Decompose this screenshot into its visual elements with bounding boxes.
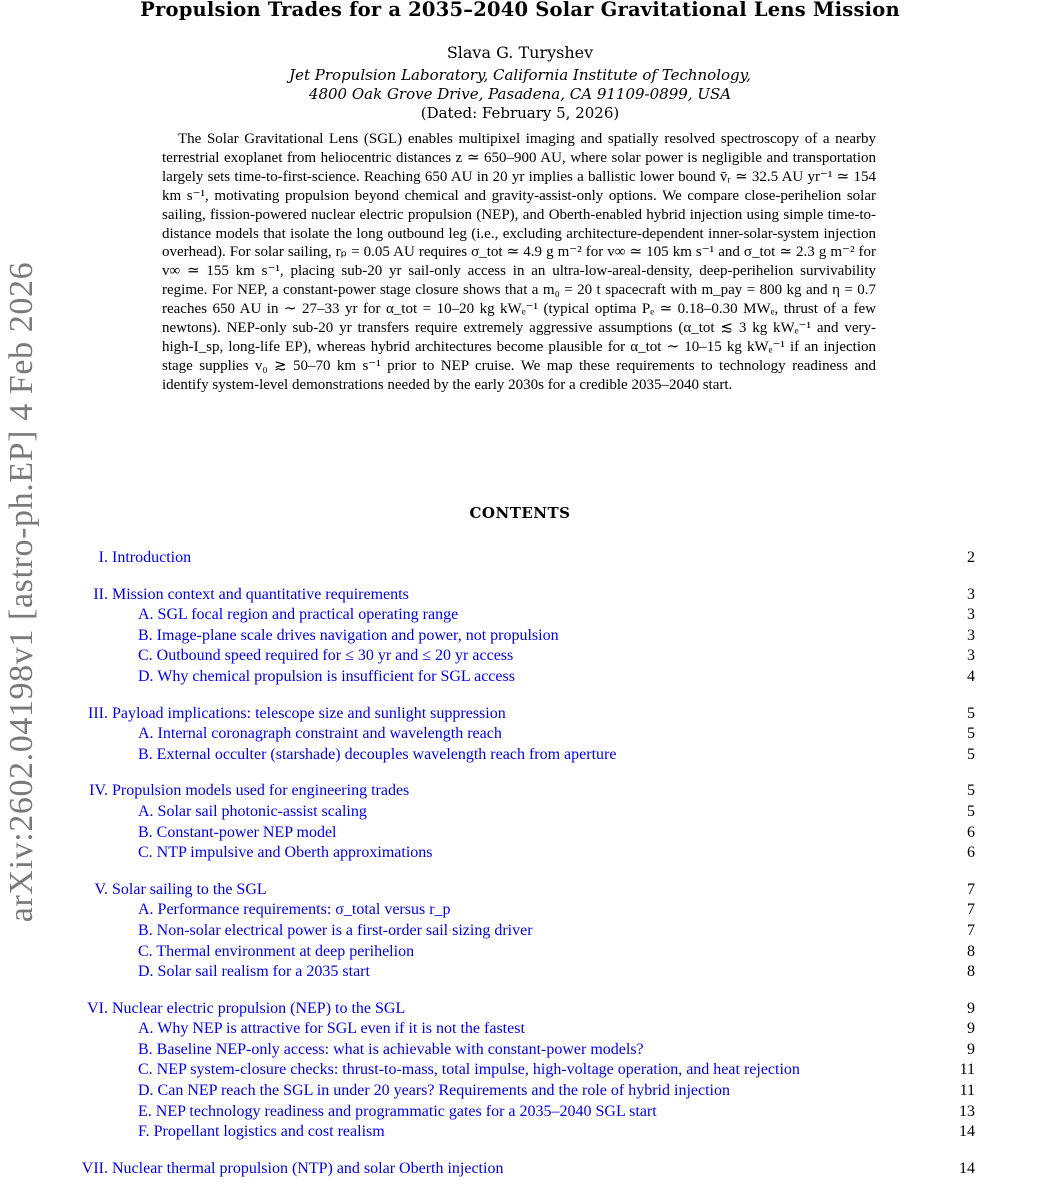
toc-page-number: 4 [967, 667, 975, 685]
arxiv-identifier: arXiv:2602.04198v1 [astro-ph.EP] 4 Feb 2026 [3, 261, 40, 923]
toc-subsection-entry[interactable] [70, 942, 975, 963]
toc-page-number: 7 [967, 921, 975, 939]
toc-page-number: 3 [967, 606, 975, 624]
toc-subsection-entry[interactable] [70, 962, 975, 983]
toc-section [70, 781, 975, 863]
toc-page-number: 3 [967, 585, 975, 603]
toc-section-number[interactable]: III. [88, 704, 108, 722]
toc-page-number: 2 [967, 549, 975, 566]
toc-section [70, 999, 975, 1143]
toc-section [70, 1159, 975, 1180]
toc-page-number: 11 [959, 1061, 975, 1079]
contents-heading: CONTENTS [469, 504, 571, 522]
toc-page-number: 11 [959, 1082, 975, 1100]
toc-subsection-link[interactable]: A. SGL focal region and practical operating range [138, 606, 459, 624]
toc-subsection-link[interactable]: E. NEP technology readiness and programmatic gates for a 2035–2040 SGL start [138, 1102, 657, 1120]
toc-section-number[interactable]: VII. [81, 1159, 108, 1177]
toc-section [70, 880, 975, 983]
toc-section-number[interactable]: V. [94, 880, 108, 898]
toc-section-entry[interactable] [70, 880, 975, 901]
toc-section-entry[interactable] [70, 548, 975, 569]
abstract-text: The Solar Gravitational Lens (SGL) enables multipixel imaging and spatially resolved spectroscopy of a nearby terrestrial exoplanet from heliocentric distances z ≃ 650–900 AU, where solar power is negligible and transportation largely sets time-to-first-science. Reaching 650 AU in 20 yr implies a ballistic lower bound v̄ᵣ ≃ 32.5 AU yr⁻¹ ≃ 154 km s⁻¹, motivating propulsion beyond chemical and gravity-assist-only options. We compare close-perihelion solar sailing, fission-powered nuclear electric propulsion (NEP), and Oberth-enabled hybrid injection using simple time-to-distance models that isolate the long outbound leg (i.e., excluding architecture-dependent inner-solar-system injection overhead). For solar sailing, rₚ = 0.05 AU requires σ_tot ≃ 4.9 g m⁻² for v∞ ≃ 105 km s⁻¹ and σ_tot ≃ 2.3 g m⁻² for v∞ ≃ 155 km s⁻¹, placing sub-20 yr sail-only access in an ultra-low-areal-density, deep-perihelion survivability regime. For NEP, a constant-power stage closure shows that a m₀ = 20 t spacecraft with m_pay = 800 kg and η = 0.7 reaches 650 AU in ∼ 27–33 yr for α_tot = 10–20 kg kWₑ⁻¹ (typical optima Pₑ ≃ 0.18–0.30 MWₑ, thrust of a few newtons). NEP-only sub-20 yr transfers require extremely aggressive assumptions (α_tot ≲ 3 kg kWₑ⁻¹ and very-high-I_sp, long-life EP), whereas hybrid architectures become plausible for α_tot ∼ 10–15 kg kWₑ⁻¹ if an injection stage supplies v₀ ≳ 50–70 km s⁻¹ prior to NEP cruise. We map these requirements to technology readiness and identify system-level demonstrations needed by the early 2030s for a credible 2035–2040 start. [162, 131, 876, 393]
toc-section-link[interactable]: Solar sailing to the SGL [112, 880, 267, 898]
toc-subsection-entry[interactable] [70, 1081, 975, 1102]
toc-subsection-entry[interactable] [70, 921, 975, 942]
toc-page-number: 5 [967, 782, 975, 800]
toc-subsection-link[interactable]: B. Non-solar electrical power is a first-order sail sizing driver [138, 921, 533, 939]
toc-page-number: 3 [967, 647, 975, 665]
toc-page-number: 9 [967, 999, 975, 1017]
toc-section-number[interactable]: I. [98, 549, 108, 566]
toc-subsection-entry[interactable] [70, 1019, 975, 1040]
toc-page-number: 9 [967, 1040, 975, 1058]
toc-section-link[interactable]: Mission context and quantitative requirements [112, 585, 409, 603]
toc-page-number: 5 [967, 704, 975, 722]
author-name: Slava G. Turyshev [446, 43, 594, 62]
toc-subsection-entry[interactable] [70, 745, 975, 766]
toc-subsection-link[interactable]: A. Internal coronagraph constraint and wavelength reach [138, 725, 502, 743]
toc-section [70, 548, 975, 569]
toc-subsection-entry[interactable] [70, 900, 975, 921]
arxiv-sidebar [0, 0, 40, 1200]
toc-section [70, 585, 975, 688]
affiliation-line-2: 4800 Oak Grove Drive, Pasadena, CA 91109-0899, USA [308, 85, 732, 103]
toc-section-entry[interactable] [70, 585, 975, 606]
toc-subsection-entry[interactable] [70, 626, 975, 647]
toc-subsection-link[interactable]: A. Why NEP is attractive for SGL even if it is not the fastest [138, 1020, 525, 1038]
toc-subsection-entry[interactable] [70, 667, 975, 688]
toc-page-number: 8 [967, 963, 975, 981]
toc-section-number[interactable]: VI. [87, 999, 108, 1017]
date-line: (Dated: February 5, 2026) [420, 104, 620, 122]
toc-subsection-entry[interactable] [70, 1060, 975, 1081]
toc-page-number: 9 [967, 1020, 975, 1038]
toc-subsection-link[interactable]: D. Can NEP reach the SGL in under 20 years? Requirements and the role of hybrid injection [138, 1082, 730, 1100]
toc-subsection-entry[interactable] [70, 843, 975, 864]
toc-page-number: 7 [967, 880, 975, 898]
toc-subsection-entry[interactable] [70, 605, 975, 626]
toc-section-entry[interactable] [70, 1159, 975, 1180]
toc-section-entry[interactable] [70, 704, 975, 725]
toc-section-link[interactable]: Introduction [112, 549, 192, 566]
toc-page-number: 5 [967, 725, 975, 743]
toc-subsection-link[interactable]: B. Baseline NEP-only access: what is achievable with constant-power models? [138, 1040, 644, 1058]
toc-page-number: 6 [967, 823, 975, 841]
toc-section-link[interactable]: Payload implications: telescope size and sunlight suppression [112, 704, 506, 722]
toc-section-entry[interactable] [70, 999, 975, 1020]
toc-subsection-link[interactable]: C. NTP impulsive and Oberth approximations [138, 844, 433, 862]
toc-subsection-entry[interactable] [70, 724, 975, 745]
toc-section-link[interactable]: Nuclear electric propulsion (NEP) to the SGL [112, 999, 406, 1017]
toc-subsection-link[interactable]: D. Why chemical propulsion is insufficient for SGL access [138, 667, 515, 685]
toc-subsection-entry[interactable] [70, 1122, 975, 1143]
toc-subsection-entry[interactable] [70, 1040, 975, 1061]
toc-subsection-entry[interactable] [70, 646, 975, 667]
toc-subsection-link[interactable]: A. Performance requirements: σ_total versus r_p [138, 901, 451, 919]
toc-page-number: 14 [959, 1159, 975, 1177]
toc-page-number: 5 [967, 802, 975, 820]
toc-subsection-entry[interactable] [70, 823, 975, 844]
paper-title: Propulsion Trades for a 2035–2040 Solar Gravitational Lens Mission [140, 0, 900, 21]
toc-section-link[interactable]: Nuclear thermal propulsion (NTP) and solar Oberth injection [112, 1159, 504, 1177]
affiliation-line-1: Jet Propulsion Laboratory, California Institute of Technology, [289, 66, 751, 84]
toc-page-number: 5 [967, 745, 975, 763]
toc-subsection-link[interactable]: C. Thermal environment at deep perihelion [138, 942, 415, 960]
toc-page-number: 7 [967, 901, 975, 919]
author-block [0, 43, 1040, 123]
toc-section-entry[interactable] [70, 781, 975, 802]
toc-subsection-link[interactable]: D. Solar sail realism for a 2035 start [138, 963, 370, 981]
toc-subsection-link[interactable]: B. Image-plane scale drives navigation and power, not propulsion [138, 626, 559, 644]
toc-subsection-link[interactable]: B. Constant-power NEP model [138, 823, 337, 841]
table-of-contents [70, 548, 975, 1195]
toc-subsection-link[interactable]: F. Propellant logistics and cost realism [138, 1123, 385, 1141]
toc-section-number[interactable]: II. [93, 585, 108, 603]
toc-subsection-link[interactable]: A. Solar sail photonic-assist scaling [138, 802, 367, 820]
toc-subsection-link[interactable]: C. NEP system-closure checks: thrust-to-mass, total impulse, high-voltage operation, and heat rejection [138, 1061, 800, 1079]
toc-page-number: 8 [967, 942, 975, 960]
toc-page-number: 3 [967, 626, 975, 644]
toc-subsection-link[interactable]: B. External occulter (starshade) decouples wavelength reach from aperture [138, 745, 617, 763]
toc-subsection-entry[interactable] [70, 802, 975, 823]
toc-subsection-entry[interactable] [70, 1102, 975, 1123]
abstract [162, 130, 876, 395]
toc-section [70, 704, 975, 766]
toc-page-number: 14 [959, 1123, 975, 1141]
toc-section-number[interactable]: IV. [89, 782, 108, 800]
toc-section-link[interactable]: Propulsion models used for engineering trades [112, 782, 410, 800]
toc-page-number: 13 [959, 1102, 975, 1120]
toc-subsection-link[interactable]: C. Outbound speed required for ≤ 30 yr and ≤ 20 yr access [138, 647, 514, 665]
toc-page-number: 6 [967, 844, 975, 862]
